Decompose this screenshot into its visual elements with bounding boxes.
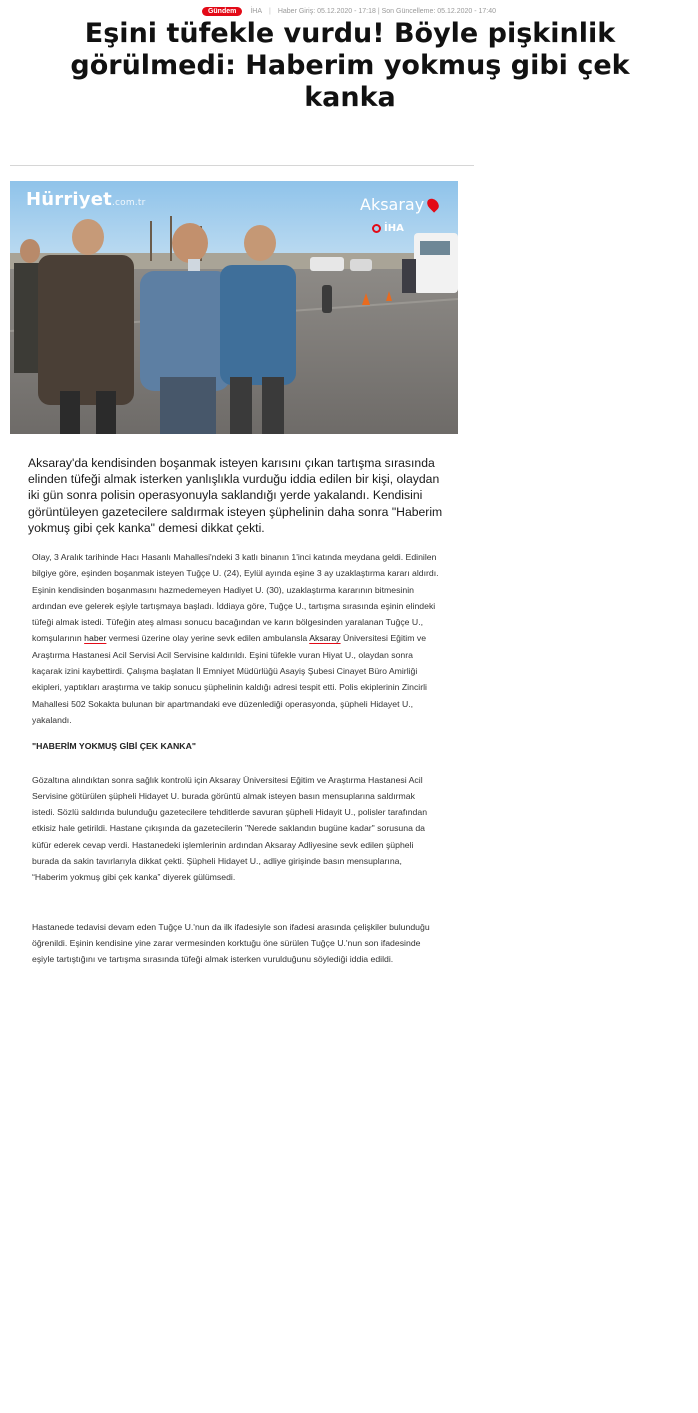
source-label: İHA xyxy=(250,7,263,15)
body-paragraph: Hastanede tedavisi devam eden Tuğçe U.'nun da ilk ifadesiyle son ifadesi arasında çelişkiler bulunduğu öğrenildi. Eşinin kendisine yine zarar vermesinden korktuğu öne sürülen Tuğçe U.'nun son ifadesinde eşiyle tartıştığını ve tartışma sırasında tüfeği almak isterken vurulduğunu söylediği iddia edildi. xyxy=(32,921,430,965)
article-subheading: "HABERİM YOKMUŞ GİBİ ÇEK KANKA" xyxy=(32,741,196,752)
article-body xyxy=(32,549,440,968)
article-meta xyxy=(0,4,698,18)
article-title: Eşini tüfekle vurdu! Böyle pişkinlik görülmedi: Haberim yokmuş gibi çek kanka xyxy=(70,18,630,113)
tag-link-haber[interactable]: haber xyxy=(84,633,107,644)
article-lead: Aksaray'da kendisinden boşanmak isteyen karısını çıkan tartışma sırasında elinden tüfeği almak isterken yanlışlıkla vurduğu iddia edilen bir kişi, olaydan iki gün sonra polisin operasyonuyla saklandığı yerde yakalandı. Kendisini görüntüleyen gazetecilere saldırmak isteyen şüphelinin daha sonra "Haberim yokmuş gibi çek kanka" demesi dikkat çekti. xyxy=(28,456,443,535)
tag-link-aksaray[interactable]: Aksaray xyxy=(309,633,341,644)
body-paragraph: Gözaltına alındıktan sonra sağlık kontrolü için Aksaray Üniversitesi Eğitim ve Araştırma Hastanesi Acil Servisine götürülen şüpheli Hidayet U. burada görüntü almak isteyen basın mensuplarına saldırmak istedi. Sözlü saldırıda bulunduğu gazetecilere tehditlerde savuran şüpheli Hidayit U., polisler tarafından etkisiz hale getirildi. Hastane çıkışında da gazetecilerin "Nerede saklandın bugüne kadar" sorusuna da küfür ederek cevap verdi. Hastanedeki işlemlerinin ardından Aksaray Adliyesine sevk edilen şüpheli burada da sakin tavırlarıyla dikkat çekti. Şüpheli Hidayet U., adliye girişinde basın mensuplarına, “Haberim yokmuş gibi çek kanka” diyerek gülümsedi. xyxy=(32,774,428,883)
title-divider xyxy=(10,165,474,166)
meta-divider: | xyxy=(269,7,271,15)
hurriyet-logo: Hürriyet.com.tr xyxy=(26,189,146,210)
body-paragraph: Olay, 3 Aralık tarihinde Hacı Hasanlı Mahallesi'ndeki 3 katlı binanın 1'inci katında meydana geldi. Edinilen bilgiye göre, eşinden boşanmak isteyen Tuğçe U. (24), Eylül ayında eşine 3 ay uzaklaştırma kararı aldırdı. Eşinin kendisinden boşanmasını hazmedemeyen Hadiyet U. (30), uzaklaştırma kararının bitmesinin ardından eve gelerek eşiyle tartışmaya başladı. İddiaya göre, Tuğçe U., tartışma sırasında eşinin elindeki tüfeği almak istedi. Tüfeğin ateş alması sonucu bacağından ve karın bölgesinden yaralanan Tuğçe U., komşularının haber vermesi üzerine olay yerine sevk edilen ambulansla Aksaray Üniversitesi Eğitim ve Araştırma Hastanesi Acil Servisi Acil Servisine kaldırıldı. Eşini tüfekle vuran Hiyat U., olaydan sonra kaçarak izini kaybettirdi. Çalışma başlatan İl Emniyet Müdürlüğü Asayiş Şubesi Cinayet Büro Amirliği ekipleri, yaptıkları araştırma ve takip sonucu şüphelinin kaldığı adresi tespit etti. Polis ekiplerinin Zincirli Mahallesi 502 Sokakta bulunan bir apartmandaki eve düzenlediği operasyonda, şüpheli Hidayet U., yakalandı. xyxy=(32,552,439,725)
agency-logo: İHA xyxy=(372,223,404,234)
agency-mark-icon xyxy=(372,224,381,233)
category-badge[interactable]: Gündem xyxy=(202,7,242,16)
location-label: Aksaray xyxy=(360,195,438,214)
date-info: Haber Giriş: 05.12.2020 - 17:18 | Son Güncelleme: 05.12.2020 - 17:40 xyxy=(277,7,497,15)
article-image xyxy=(10,181,458,434)
photo-scene xyxy=(10,181,458,434)
